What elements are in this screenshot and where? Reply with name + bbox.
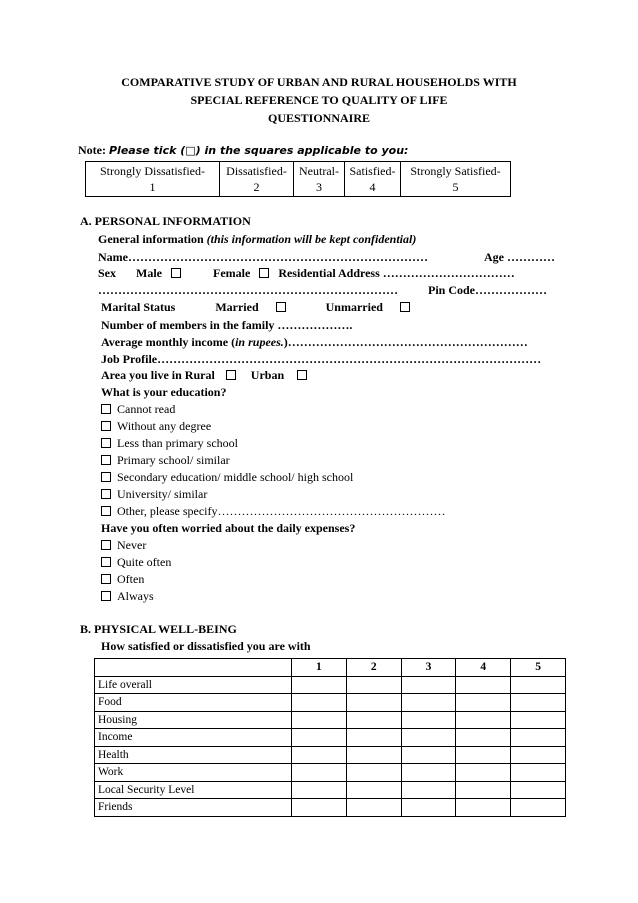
rating-cell[interactable] — [346, 764, 401, 782]
title-line-2: SPECIAL REFERENCE TO QUALITY OF LIFE — [190, 93, 448, 107]
row-label: Food — [95, 694, 292, 712]
rating-cell[interactable] — [401, 799, 456, 817]
option-label: Never — [117, 538, 147, 552]
rating-scale-table — [85, 161, 511, 197]
edu-option[interactable] — [101, 487, 207, 502]
scale-label: Satisfied- — [349, 164, 396, 178]
rating-cell[interactable] — [292, 676, 347, 694]
unmarried-checkbox[interactable] — [400, 302, 410, 312]
table-row — [95, 781, 566, 799]
rating-cell[interactable] — [456, 729, 511, 747]
male-checkbox[interactable] — [171, 268, 181, 278]
area-row — [101, 368, 313, 383]
rating-cell[interactable] — [292, 746, 347, 764]
rating-cell[interactable] — [401, 764, 456, 782]
option-label: Often — [117, 572, 145, 586]
column-header: 2 — [346, 659, 401, 677]
checkbox[interactable] — [101, 489, 111, 499]
urban-checkbox[interactable] — [297, 370, 307, 380]
rating-cell[interactable] — [401, 781, 456, 799]
edu-option[interactable] — [101, 453, 230, 468]
edu-option[interactable] — [101, 419, 211, 434]
rating-cell[interactable] — [456, 676, 511, 694]
rating-cell[interactable] — [511, 694, 566, 712]
scale-value: 2 — [253, 180, 260, 194]
worry-option[interactable] — [101, 589, 154, 604]
checkbox[interactable] — [101, 421, 111, 431]
pin-code-field[interactable]: Pin Code……………… — [428, 283, 548, 297]
rating-cell[interactable] — [346, 729, 401, 747]
scale-value: 3 — [316, 180, 322, 194]
rating-cell[interactable] — [292, 781, 347, 799]
column-header: 3 — [401, 659, 456, 677]
scale-label: Dissatisfied- — [226, 164, 287, 178]
area-label: Area you live in Rural — [101, 368, 215, 382]
address-line[interactable]: ………………………………………………………………… — [98, 283, 398, 297]
option-label: Other, please specify………………………………………………… — [117, 504, 446, 518]
rating-cell[interactable] — [292, 694, 347, 712]
rating-cell[interactable] — [456, 711, 511, 729]
option-label: Without any degree — [117, 419, 212, 433]
column-header: 5 — [511, 659, 566, 677]
table-row — [95, 676, 566, 694]
row-label: Local Security Level — [95, 781, 292, 799]
rating-cell[interactable] — [456, 799, 511, 817]
table-row — [95, 746, 566, 764]
checkbox[interactable] — [101, 438, 111, 448]
edu-option[interactable] — [101, 504, 445, 519]
checkbox[interactable] — [101, 404, 111, 414]
married-label: Married — [215, 300, 259, 314]
male-label: Male — [136, 266, 162, 280]
column-header: 1 — [292, 659, 347, 677]
sex-label: Sex — [98, 266, 116, 280]
column-header: 4 — [456, 659, 511, 677]
row-label: Work — [95, 764, 292, 782]
income-field[interactable] — [101, 335, 528, 350]
rating-cell[interactable] — [456, 781, 511, 799]
table-row — [95, 729, 566, 747]
unmarried-label: Unmarried — [325, 300, 383, 314]
scale-value: 4 — [369, 180, 376, 194]
scale-cell-1 — [86, 162, 220, 197]
rating-cell[interactable] — [346, 746, 401, 764]
option-label: University/ similar — [117, 487, 208, 501]
rating-cell[interactable] — [292, 711, 347, 729]
rating-cell[interactable] — [511, 799, 566, 817]
worry-option[interactable] — [101, 538, 146, 553]
row-label: Income — [95, 729, 292, 747]
title-line-3: QUESTIONNAIRE — [267, 111, 371, 125]
edu-option[interactable] — [101, 436, 238, 451]
rating-cell[interactable] — [456, 764, 511, 782]
general-note: (this information will be kept confidential) — [206, 232, 417, 246]
rating-cell[interactable] — [456, 746, 511, 764]
scale-cell-3 — [294, 162, 345, 197]
table-row — [95, 764, 566, 782]
rating-cell[interactable] — [346, 781, 401, 799]
general-label: General information — [98, 232, 204, 246]
rating-cell[interactable] — [292, 764, 347, 782]
income-blank: )…………………………………………………… — [283, 335, 528, 349]
rating-cell[interactable] — [511, 729, 566, 747]
rating-cell[interactable] — [456, 694, 511, 712]
edu-option[interactable] — [101, 402, 175, 417]
rating-cell[interactable] — [292, 799, 347, 817]
edu-option[interactable] — [101, 470, 353, 485]
row-label: Housing — [95, 711, 292, 729]
rating-cell[interactable] — [511, 711, 566, 729]
rating-cell[interactable] — [511, 746, 566, 764]
row-label: Friends — [95, 799, 292, 817]
section-b-question: How satisfied or dissatisfied you are with — [101, 639, 311, 653]
table-row — [95, 694, 566, 712]
rating-cell[interactable] — [401, 711, 456, 729]
rating-cell[interactable] — [511, 781, 566, 799]
family-members-field[interactable]: Number of members in the family ………………. — [101, 318, 353, 332]
section-a-heading: A. PERSONAL INFORMATION — [80, 214, 251, 228]
option-label: Less than primary school — [117, 436, 238, 450]
scale-label: Strongly Dissatisfied- — [100, 164, 205, 178]
scale-label: Neutral- — [299, 164, 339, 178]
checkbox[interactable] — [101, 472, 111, 482]
education-question: What is your education? — [101, 385, 227, 399]
option-label: Cannot read — [117, 402, 176, 416]
residential-address-field[interactable]: Residential Address …………………………… — [278, 266, 515, 280]
checkbox[interactable] — [101, 557, 111, 567]
worry-option[interactable] — [101, 555, 171, 570]
rating-cell[interactable] — [346, 676, 401, 694]
rating-cell[interactable] — [401, 676, 456, 694]
scale-cell-5 — [401, 162, 511, 197]
rating-cell[interactable] — [346, 711, 401, 729]
rating-cell[interactable] — [401, 694, 456, 712]
job-profile-field[interactable]: Job Profile…………………………………………………………………………………… — [101, 352, 542, 366]
rating-cell[interactable] — [401, 746, 456, 764]
income-unit: in rupees. — [235, 335, 284, 349]
urban-label: Urban — [250, 368, 285, 382]
scale-cell-2 — [220, 162, 294, 197]
checkbox[interactable] — [101, 455, 111, 465]
wellbeing-table — [94, 658, 566, 817]
marital-label: Marital Status — [101, 300, 176, 314]
marital-row — [101, 300, 416, 315]
rating-cell[interactable] — [346, 694, 401, 712]
option-label: Always — [117, 589, 154, 603]
table-row — [95, 711, 566, 729]
table-corner — [95, 659, 292, 677]
option-label: Quite often — [117, 555, 172, 569]
rating-cell[interactable] — [511, 764, 566, 782]
section-b-heading: B. PHYSICAL WELL-BEING — [80, 622, 237, 636]
option-label: Secondary education/ middle school/ high school — [117, 470, 354, 484]
female-label: Female — [213, 266, 251, 280]
sex-row — [98, 266, 515, 281]
title-line-1: COMPARATIVE STUDY OF URBAN AND RURAL HOUSEHOLDS WITH — [121, 75, 517, 89]
rating-cell[interactable] — [401, 729, 456, 747]
note — [78, 143, 408, 158]
scale-value: 5 — [452, 180, 459, 194]
checkbox[interactable] — [101, 540, 111, 550]
scale-value: 1 — [149, 180, 156, 194]
checkbox[interactable] — [101, 591, 111, 601]
checkbox[interactable] — [101, 506, 111, 516]
checkbox[interactable] — [101, 574, 111, 584]
option-label: Primary school/ similar — [117, 453, 230, 467]
worry-option[interactable] — [101, 572, 144, 587]
scale-label: Strongly Satisfied- — [410, 164, 501, 178]
table-row — [95, 799, 566, 817]
rural-checkbox[interactable] — [226, 370, 236, 380]
age-field[interactable]: Age ………… — [484, 250, 555, 264]
worry-question: Have you often worried about the daily expenses? — [101, 521, 356, 535]
note-text: Please tick (□) in the squares applicable to you: — [108, 144, 409, 157]
name-field[interactable]: Name………………………………………………………………… — [98, 250, 428, 264]
rating-cell[interactable] — [292, 729, 347, 747]
rating-cell[interactable] — [511, 676, 566, 694]
note-label: Note: — [78, 143, 106, 157]
female-checkbox[interactable] — [259, 268, 269, 278]
row-label: Life overall — [95, 676, 292, 694]
scale-cell-4 — [345, 162, 401, 197]
rating-cell[interactable] — [346, 799, 401, 817]
married-checkbox[interactable] — [276, 302, 286, 312]
row-label: Health — [95, 746, 292, 764]
income-label: Average monthly income ( — [101, 335, 236, 349]
general-information — [98, 232, 416, 247]
